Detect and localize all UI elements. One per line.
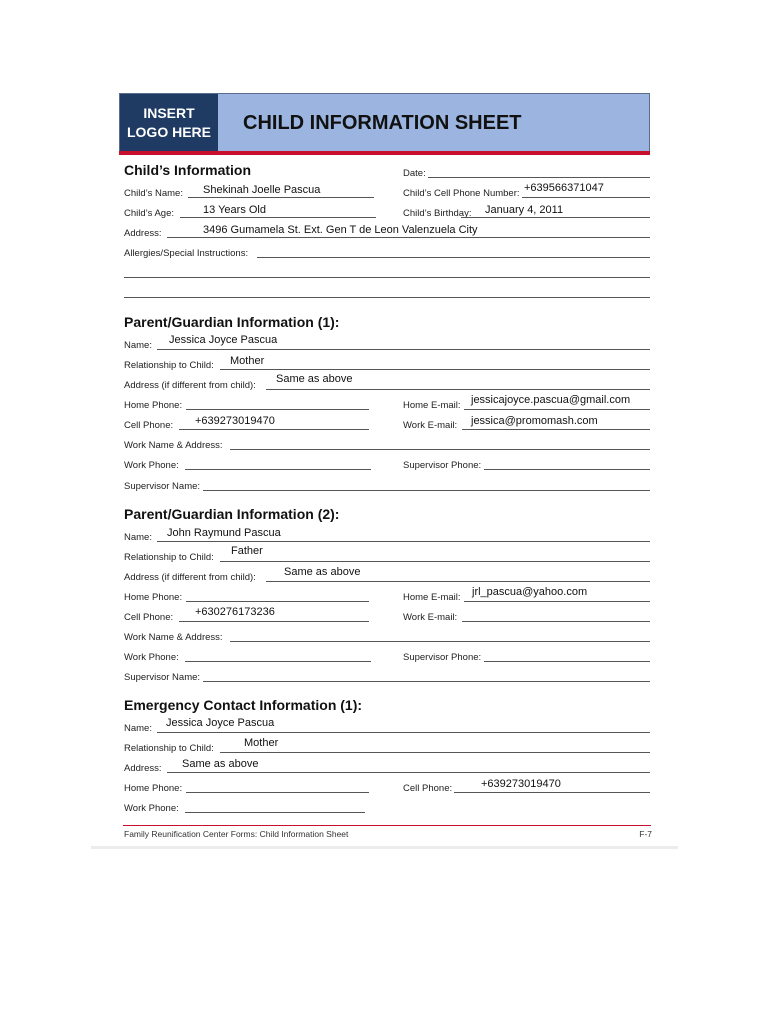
parent2-supervisor-phone-label: Supervisor Phone: [403,652,482,663]
parent1-home-email-label: Home E-mail: [403,400,461,411]
parent1-address-field[interactable] [266,389,650,390]
child-name-field[interactable] [188,197,374,198]
parent2-home-email-label: Home E-mail: [403,592,461,603]
section-title-parent-2: Parent/Guardian Information (2): [124,506,340,522]
child-name-value: Shekinah Joelle Pascua [203,184,321,196]
emergency-work-phone-field[interactable] [185,812,365,813]
parent2-work-email-field[interactable] [462,621,650,622]
child-address-label: Address: [124,228,162,239]
parent2-work-phone-label: Work Phone: [124,652,179,663]
parent1-supervisor-phone-field[interactable] [484,469,650,470]
parent1-cell-field[interactable] [179,429,369,430]
parent1-relationship-label: Relationship to Child: [124,360,214,371]
allergies-field[interactable] [257,257,650,258]
section-title-emergency: Emergency Contact Information (1): [124,697,363,713]
parent1-work-email-value: jessica@promomash.com [471,415,598,427]
emergency-address-label: Address: [124,763,162,774]
child-age-label: Child’s Age: [124,208,174,219]
emergency-home-phone-field[interactable] [186,792,369,793]
allergies-field-line-3[interactable] [124,297,650,298]
parent1-home-phone-field[interactable] [186,409,369,410]
parent2-supervisor-name-label: Supervisor Name: [124,672,201,683]
emergency-work-phone-label: Work Phone: [124,803,179,814]
page-number: F-7 [639,829,652,839]
parent1-name-value: Jessica Joyce Pascua [169,334,278,346]
child-age-value: 13 Years Old [203,204,266,216]
parent2-relationship-field[interactable] [220,561,650,562]
parent2-name-field[interactable] [157,541,650,542]
emergency-address-field[interactable] [167,772,650,773]
parent2-work-email-label: Work E-mail: [403,612,458,623]
emergency-name-field[interactable] [157,732,650,733]
parent1-home-email-value: jessicajoyce.pascua@gmail.com [471,394,631,406]
parent2-supervisor-name-field[interactable] [203,681,650,682]
header-band [119,93,650,153]
child-birthday-value: January 4, 2011 [485,204,564,216]
emergency-home-phone-label: Home Phone: [124,783,183,794]
allergies-field-line-2[interactable] [124,277,650,278]
allergies-label: Allergies/Special Instructions: [124,248,249,259]
parent1-work-phone-label: Work Phone: [124,460,179,471]
parent1-home-email-field[interactable] [464,409,650,410]
child-birthday-label: Child’s Birthday: [403,208,472,219]
child-cell-label: Child’s Cell Phone Number: [403,188,520,199]
emergency-relationship-value: Mother [244,737,279,749]
parent1-name-label: Name: [124,340,152,351]
parent1-cell-label: Cell Phone: [124,420,174,431]
child-cell-field[interactable] [522,197,650,198]
logo-placeholder [120,94,218,152]
header-divider [119,151,650,155]
parent2-work-name-field[interactable] [230,641,650,642]
parent1-work-email-field[interactable] [462,429,650,430]
parent1-supervisor-name-label: Supervisor Name: [124,481,201,492]
parent2-work-name-label: Work Name & Address: [124,632,223,643]
child-cell-value: +639566371047 [524,182,604,194]
child-address-field[interactable] [167,237,650,238]
parent2-supervisor-phone-field[interactable] [484,661,650,662]
date-label: Date: [403,168,426,179]
parent1-home-phone-label: Home Phone: [124,400,183,411]
form-page [91,80,678,849]
emergency-cell-label: Cell Phone: [403,783,453,794]
emergency-cell-field[interactable] [454,792,650,793]
parent2-name-value: John Raymund Pascua [167,527,281,539]
parent2-address-field[interactable] [266,581,650,582]
parent1-work-name-label: Work Name & Address: [124,440,223,451]
parent2-home-email-value: jrl_pascua@yahoo.com [472,586,588,598]
footer-text: Family Reunification Center Forms: Child Information Sheet [124,829,349,839]
parent2-home-phone-label: Home Phone: [124,592,183,603]
footer-divider [123,825,651,826]
child-age-field[interactable] [180,217,376,218]
parent1-address-value: Same as above [276,373,353,385]
child-name-label: Child’s Name: [124,188,183,199]
parent1-relationship-value: Mother [230,355,265,367]
logo-line-1: INSERT [143,105,195,121]
parent2-address-label: Address (if different from child): [124,572,256,583]
emergency-address-value: Same as above [182,758,259,770]
child-address-value: 3496 Gumamela St. Ext. Gen T de Leon Valenzuela City [203,224,478,236]
parent1-work-name-field[interactable] [230,449,650,450]
date-field[interactable] [428,177,650,178]
parent2-cell-label: Cell Phone: [124,612,174,623]
parent1-address-label: Address (if different from child): [124,380,256,391]
parent1-name-field[interactable] [157,349,650,350]
parent2-home-email-field[interactable] [464,601,650,602]
emergency-name-value: Jessica Joyce Pascua [166,717,275,729]
emergency-cell-value: +639273019470 [481,778,561,790]
emergency-relationship-field[interactable] [220,752,650,753]
section-title-child: Child’s Information [124,162,252,178]
child-birthday-field[interactable] [461,217,650,218]
parent2-home-phone-field[interactable] [186,601,369,602]
section-title-parent-1: Parent/Guardian Information (1): [124,314,340,330]
emergency-relationship-label: Relationship to Child: [124,743,214,754]
parent2-name-label: Name: [124,532,152,543]
parent2-cell-field[interactable] [179,621,369,622]
parent1-relationship-field[interactable] [220,369,650,370]
parent2-work-phone-field[interactable] [185,661,371,662]
parent2-address-value: Same as above [284,566,361,578]
parent1-cell-value: +639273019470 [195,415,275,427]
parent1-supervisor-phone-label: Supervisor Phone: [403,460,482,471]
logo-line-2: LOGO HERE [126,124,211,140]
parent1-work-email-label: Work E-mail: [403,420,458,431]
form-title: CHILD INFORMATION SHEET [243,112,522,134]
parent2-cell-value: +630276173236 [195,606,275,618]
parent2-relationship-value: Father [231,545,263,557]
emergency-name-label: Name: [124,723,152,734]
parent1-work-phone-field[interactable] [185,469,371,470]
parent2-relationship-label: Relationship to Child: [124,552,214,563]
parent1-supervisor-name-field[interactable] [203,490,650,491]
